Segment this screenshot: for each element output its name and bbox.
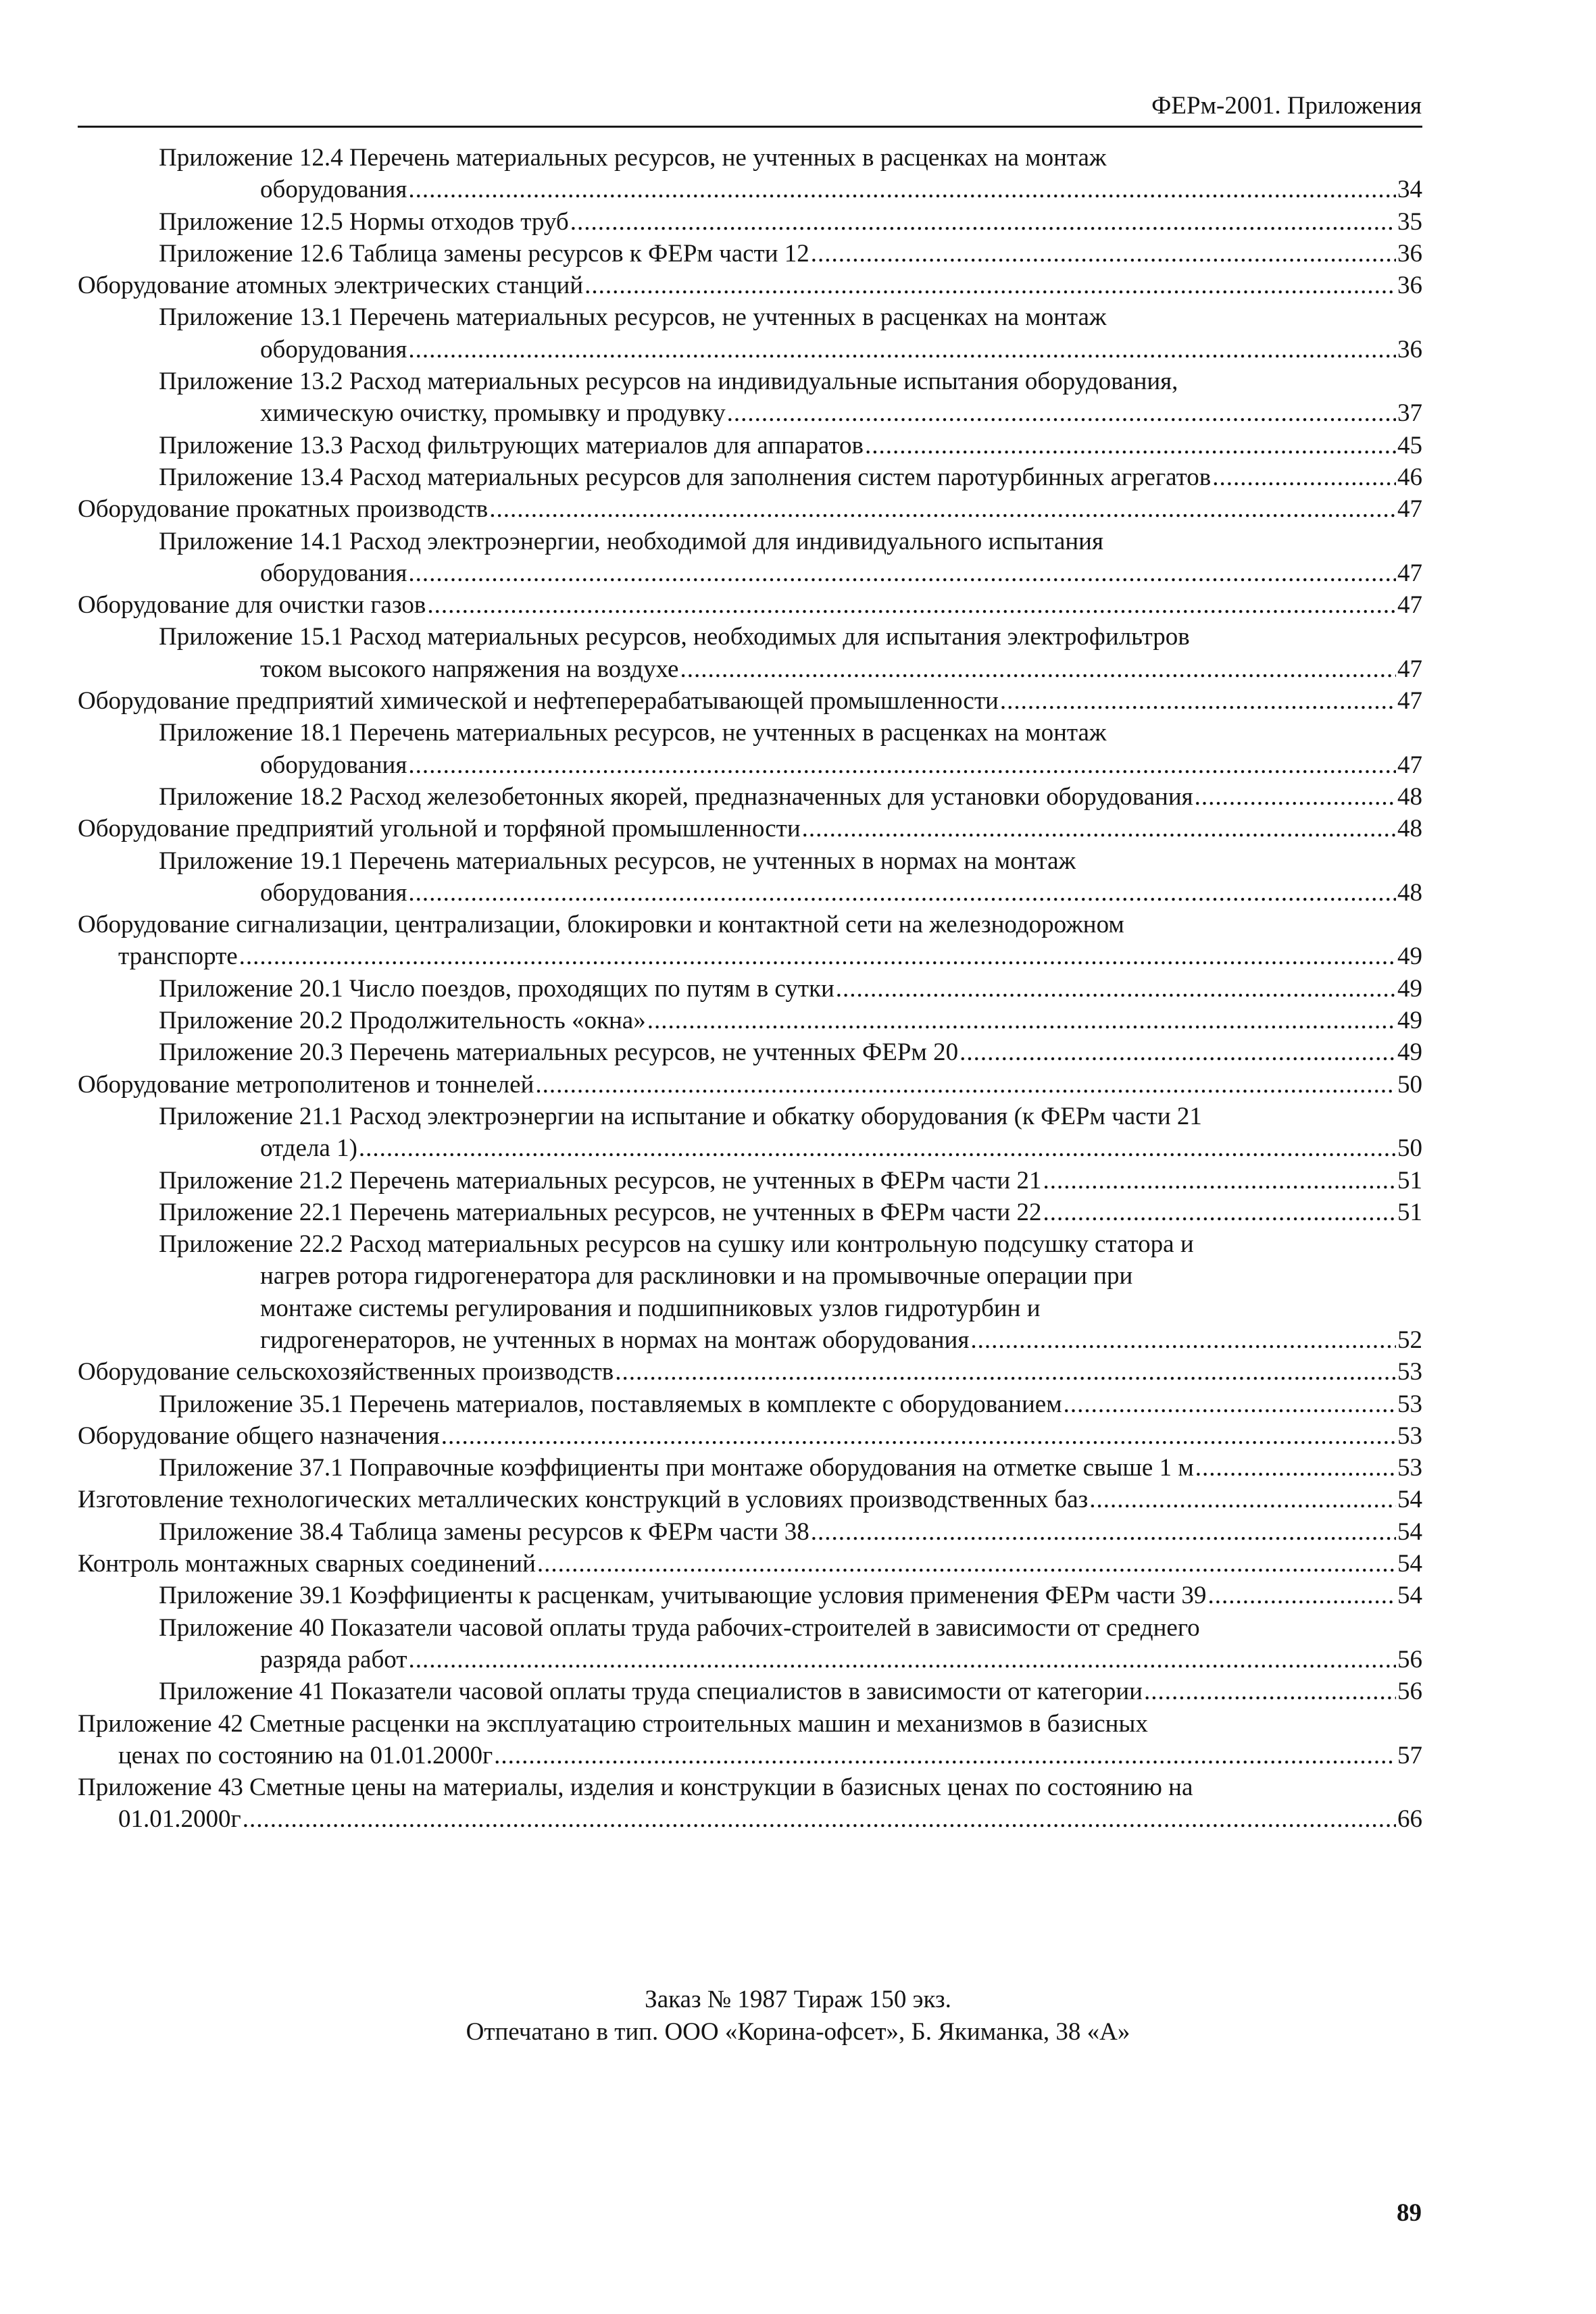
toc-page-number: 36 xyxy=(1397,335,1422,363)
toc-entry-title: Приложение 18.2 Расход железобетонных якорей, предназначенных для установки оборудования xyxy=(159,782,1193,811)
toc-entry-leader-line xyxy=(159,1324,1422,1356)
toc-page-number: 56 xyxy=(1397,1678,1422,1706)
toc-page-number: 49 xyxy=(1397,974,1422,1003)
dot-leader xyxy=(489,493,1396,525)
toc-entry-title: Приложение 39.1 Коэффициенты к расценкам, учитывающие условия применения ФЕРм части 39 xyxy=(159,1582,1207,1610)
toc-entry-leader-line xyxy=(78,589,1422,621)
toc-entry-title: Приложение 41 Показатели часовой оплаты труда специалистов в зависимости от категории xyxy=(159,1678,1143,1706)
toc-entry-title: Приложение 13.3 Расход фильтрующих материалов для аппаратов xyxy=(159,431,864,459)
toc-entry-title: Приложение 21.1 Расход электроэнергии на испытание и обкатку оборудования (к ФЕРм части 21 xyxy=(159,1102,1202,1130)
header-rule xyxy=(78,126,1422,128)
dot-leader xyxy=(836,973,1396,1005)
toc-entry-leader-line xyxy=(78,813,1422,845)
toc-entry-leader-line xyxy=(159,1580,1422,1611)
toc-entry xyxy=(159,621,1422,685)
toc-entry-tail: гидрогенераторов, не учтенных в нормах на монтаж оборудования xyxy=(260,1326,970,1354)
toc-entry-title: Приложение 13.4 Расход материальных ресурсов для заполнения систем паротурбинных агрегатов xyxy=(159,463,1212,491)
toc-entry-title: Приложение 21.2 Перечень материальных ресурсов, не учтенных в ФЕРм части 21 xyxy=(159,1166,1042,1194)
toc-entry-tail: 01.01.2000г xyxy=(118,1805,241,1834)
toc-entry-continuation: нагрев ротора гидрогенератора для расклиновки и на промывочные операции при xyxy=(260,1262,1133,1290)
toc-page-number: 52 xyxy=(1397,1326,1422,1354)
imprint xyxy=(0,1984,1596,2048)
toc-entry-leader-line xyxy=(159,1005,1422,1036)
dot-leader xyxy=(1212,461,1396,493)
toc-entry-tail: оборудования xyxy=(260,751,407,779)
toc-entry-title: Приложение 18.1 Перечень материальных ресурсов, не учтенных в расценках на монтаж xyxy=(159,719,1107,747)
toc-entry-leader-line xyxy=(78,1803,1422,1835)
toc-entry-leader-line xyxy=(159,430,1422,461)
toc-entry-leader-line xyxy=(159,1644,1422,1676)
toc-page-number: 54 xyxy=(1397,1486,1422,1514)
toc-page-number: 51 xyxy=(1397,1166,1422,1194)
dot-leader xyxy=(408,1644,1396,1676)
dot-leader xyxy=(1064,1388,1396,1420)
toc-entry-title: Оборудование для очистки газов xyxy=(78,591,426,620)
toc-page-number: 53 xyxy=(1397,1390,1422,1418)
toc-entry-title: Приложение 35.1 Перечень материалов, поставляемых в комплекте с оборудованием xyxy=(159,1390,1062,1418)
toc-entry-leader-line xyxy=(159,1388,1422,1420)
toc-entry-leader-line xyxy=(159,174,1422,205)
toc-entry-leader-line xyxy=(159,397,1422,429)
toc-entry xyxy=(78,1356,1422,1388)
toc-page-number: 47 xyxy=(1397,591,1422,620)
toc-page-number: 54 xyxy=(1397,1517,1422,1546)
toc-entry-continuation: монтаже системы регулирования и подшипниковых узлов гидротурбин и xyxy=(260,1294,1041,1322)
toc-page-number: 46 xyxy=(1397,463,1422,491)
toc-entry-leader-line xyxy=(159,557,1422,589)
toc-page-number: 49 xyxy=(1397,942,1422,971)
toc-entry-title: Приложение 38.4 Таблица замены ресурсов к ФЕРм части 38 xyxy=(159,1517,809,1546)
toc-entry xyxy=(159,301,1422,366)
dot-leader xyxy=(584,270,1396,301)
toc-entry-leader-line xyxy=(78,1356,1422,1388)
toc-entry-title: Оборудование сельскохозяйственных производств xyxy=(78,1358,614,1386)
toc-page-number: 53 xyxy=(1397,1358,1422,1386)
toc-entry xyxy=(159,845,1422,909)
toc-entry xyxy=(159,717,1422,781)
toc-entry-leader-line xyxy=(159,1036,1422,1068)
toc-entry-tail: оборудования xyxy=(260,335,407,363)
toc-entry-tail: химическую очистку, промывку и продувку xyxy=(260,399,726,428)
imprint-printer-line: Отпечатано в тип. ООО «Корина-офсет», Б. Якиманка, 38 «А» xyxy=(466,2018,1130,2046)
toc-page-number: 37 xyxy=(1397,399,1422,428)
running-header: ФЕРм-2001. Приложения xyxy=(1151,92,1422,120)
toc-entry xyxy=(159,1165,1422,1197)
toc-entry xyxy=(78,1069,1422,1101)
toc-page-number: 53 xyxy=(1397,1422,1422,1450)
dot-leader xyxy=(1043,1197,1396,1228)
toc-entry xyxy=(78,813,1422,845)
toc-entry-tail: транспорте xyxy=(118,942,238,971)
toc-entry-leader-line xyxy=(159,1132,1422,1164)
toc-entry xyxy=(159,1676,1422,1707)
toc-entry-leader-line xyxy=(78,1484,1422,1515)
toc-entry-leader-line xyxy=(159,1676,1422,1707)
toc-entry xyxy=(78,1771,1422,1836)
toc-entry-leader-line xyxy=(159,461,1422,493)
toc-entry-title: Приложение 14.1 Расход электроэнергии, необходимой для индивидуального испытания xyxy=(159,527,1103,555)
toc-entry-title: Приложение 37.1 Поправочные коэффициенты при монтаже оборудования на отметке свыше 1 м xyxy=(159,1454,1194,1482)
toc-entry xyxy=(159,1228,1422,1356)
toc-entry xyxy=(159,1612,1422,1676)
dot-leader xyxy=(239,940,1396,972)
dot-leader xyxy=(1195,781,1396,813)
toc-page-number: 48 xyxy=(1397,815,1422,843)
toc-page-number: 47 xyxy=(1397,687,1422,715)
toc-entry-title: Приложение 12.4 Перечень материальных ресурсов, не учтенных в расценках на монтаж xyxy=(159,144,1107,172)
imprint-order-line: Заказ № 1987 Тираж 150 экз. xyxy=(645,1986,951,2013)
toc-entry xyxy=(78,1484,1422,1515)
dot-leader xyxy=(865,430,1396,461)
toc-entry xyxy=(78,589,1422,621)
toc-page-number: 36 xyxy=(1397,272,1422,300)
toc-page-number: 54 xyxy=(1397,1550,1422,1578)
toc-entry-leader-line xyxy=(78,685,1422,717)
toc-entry-leader-line xyxy=(78,270,1422,301)
toc-entry xyxy=(78,1420,1422,1452)
toc-entry-title: Приложение 22.2 Расход материальных ресурсов на сушку или контрольную подсушку статора и xyxy=(159,1230,1194,1259)
toc-entry xyxy=(78,1548,1422,1580)
toc-entry-title: Приложение 20.2 Продолжительность «окна» xyxy=(159,1007,646,1035)
toc-page-number: 36 xyxy=(1397,239,1422,268)
toc-page-number: 57 xyxy=(1397,1741,1422,1769)
toc-entry xyxy=(78,685,1422,717)
dot-leader xyxy=(535,1069,1396,1101)
toc-entry-leader-line xyxy=(78,1069,1422,1101)
toc-page-number: 56 xyxy=(1397,1645,1422,1674)
dot-leader xyxy=(537,1548,1396,1580)
toc-entry-title: Приложение 42 Сметные расценки на эксплуатацию строительных машин и механизмов в базисных xyxy=(78,1709,1148,1738)
toc-page-number: 49 xyxy=(1397,1038,1422,1067)
dot-leader xyxy=(408,749,1396,781)
toc-entry xyxy=(159,1388,1422,1420)
dot-leader xyxy=(811,238,1396,270)
page-number: 89 xyxy=(1397,2199,1422,2227)
toc-entry-leader-line xyxy=(159,1516,1422,1548)
dot-leader xyxy=(408,557,1396,589)
toc-entry-title: Приложение 40 Показатели часовой оплаты труда рабочих-строителей в зависимости от среднего xyxy=(159,1613,1200,1642)
toc-page-number: 53 xyxy=(1397,1454,1422,1482)
toc-page-number: 47 xyxy=(1397,495,1422,524)
toc-entry xyxy=(159,1005,1422,1036)
toc-entry-tail: ценах по состоянию на 01.01.2000г xyxy=(118,1741,493,1769)
dot-leader xyxy=(441,1420,1396,1452)
toc-entry-leader-line xyxy=(78,1740,1422,1771)
toc-entry-tail: отдела 1) xyxy=(260,1134,357,1163)
toc-entry-leader-line xyxy=(159,206,1422,238)
toc-page-number: 47 xyxy=(1397,751,1422,779)
toc-entry-title: Оборудование прокатных производств xyxy=(78,495,489,524)
dot-leader xyxy=(1144,1676,1396,1707)
dot-leader xyxy=(647,1005,1396,1036)
toc-entry xyxy=(159,461,1422,493)
toc-entry-leader-line xyxy=(78,1420,1422,1452)
toc-entry-title: Изготовление технологических металлических конструкций в условиях производственных баз xyxy=(78,1486,1089,1514)
toc-entry-leader-line xyxy=(78,1548,1422,1580)
toc-entry xyxy=(159,1580,1422,1611)
toc-page-number: 51 xyxy=(1397,1198,1422,1226)
toc-entry-tail: оборудования xyxy=(260,559,407,587)
toc-page-number: 34 xyxy=(1397,176,1422,204)
toc-entry xyxy=(159,430,1422,461)
toc-entry-title: Приложение 19.1 Перечень материальных ресурсов, не учтенных в нормах на монтаж xyxy=(159,847,1076,875)
toc-page-number: 50 xyxy=(1397,1134,1422,1163)
toc-entry xyxy=(159,1452,1422,1484)
toc-entry xyxy=(159,366,1422,430)
toc-entry xyxy=(159,238,1422,270)
toc-entry-title: Приложение 13.1 Перечень материальных ресурсов, не учтенных в расценках на монтаж xyxy=(159,303,1107,332)
dot-leader xyxy=(680,653,1396,685)
table-of-contents xyxy=(78,142,1422,1836)
dot-leader xyxy=(1195,1452,1396,1484)
toc-entry-leader-line xyxy=(159,653,1422,685)
toc-page-number: 54 xyxy=(1397,1582,1422,1610)
toc-entry-leader-line xyxy=(159,334,1422,366)
toc-entry-title: Приложение 13.2 Расход материальных ресурсов на индивидуальные испытания оборудования, xyxy=(159,368,1178,396)
toc-entry xyxy=(159,526,1422,590)
toc-page-number: 49 xyxy=(1397,1007,1422,1035)
toc-entry-title: Приложение 43 Сметные цены на материалы, изделия и конструкции в базисных ценах по состоянию на xyxy=(78,1774,1193,1802)
toc-entry-leader-line xyxy=(159,973,1422,1005)
dot-leader xyxy=(408,877,1396,909)
toc-entry-title: Приложение 22.1 Перечень материальных ресурсов, не учтенных в ФЕРм части 22 xyxy=(159,1198,1042,1226)
toc-entry-leader-line xyxy=(159,781,1422,813)
toc-entry xyxy=(78,909,1422,973)
toc-entry-title: Оборудование общего назначения xyxy=(78,1422,440,1450)
toc-entry-leader-line xyxy=(159,1452,1422,1484)
toc-page-number: 48 xyxy=(1397,878,1422,907)
dot-leader xyxy=(408,334,1396,366)
toc-entry-title: Оборудование сигнализации, централизации, блокировки и контактной сети на железнодорожном xyxy=(78,911,1124,939)
toc-entry-title: Контроль монтажных сварных соединений xyxy=(78,1550,536,1578)
toc-entry-leader-line xyxy=(159,238,1422,270)
toc-page-number: 47 xyxy=(1397,655,1422,683)
dot-leader xyxy=(615,1356,1396,1388)
toc-entry-leader-line xyxy=(159,749,1422,781)
toc-page-number: 50 xyxy=(1397,1070,1422,1099)
toc-entry-tail: током высокого напряжения на воздухе xyxy=(260,655,679,683)
toc-entry xyxy=(78,270,1422,301)
toc-entry-title: Оборудование предприятий угольной и торфяной промышленности xyxy=(78,815,801,843)
toc-entry-leader-line xyxy=(159,1197,1422,1228)
dot-leader xyxy=(727,397,1396,429)
dot-leader xyxy=(1207,1580,1396,1611)
dot-leader xyxy=(802,813,1396,845)
dot-leader xyxy=(1000,685,1396,717)
toc-entry-title: Приложение 12.6 Таблица замены ресурсов к ФЕРм части 12 xyxy=(159,239,809,268)
toc-page-number: 35 xyxy=(1397,207,1422,236)
toc-entry-leader-line xyxy=(78,940,1422,972)
toc-entry xyxy=(159,1101,1422,1165)
toc-entry xyxy=(159,1516,1422,1548)
toc-entry xyxy=(159,206,1422,238)
toc-entry-title: Оборудование атомных электрических станций xyxy=(78,272,584,300)
dot-leader xyxy=(359,1132,1396,1164)
dot-leader xyxy=(1043,1165,1396,1197)
toc-entry-title: Оборудование метрополитенов и тоннелей xyxy=(78,1070,534,1099)
dot-leader xyxy=(427,589,1396,621)
dot-leader xyxy=(408,174,1396,205)
toc-entry-leader-line xyxy=(78,493,1422,525)
toc-entry-tail: оборудования xyxy=(260,878,407,907)
toc-entry xyxy=(159,1197,1422,1228)
toc-entry xyxy=(78,1708,1422,1772)
dot-leader xyxy=(494,1740,1396,1771)
dot-leader xyxy=(811,1516,1396,1548)
toc-entry-leader-line xyxy=(159,877,1422,909)
toc-entry xyxy=(78,493,1422,525)
toc-page-number: 45 xyxy=(1397,431,1422,459)
toc-entry xyxy=(159,781,1422,813)
toc-page-number: 66 xyxy=(1397,1805,1422,1834)
dot-leader xyxy=(570,206,1396,238)
toc-entry-title: Оборудование предприятий химической и нефтеперерабатывающей промышленности xyxy=(78,687,999,715)
toc-entry-tail: оборудования xyxy=(260,176,407,204)
dot-leader xyxy=(959,1036,1396,1068)
toc-entry xyxy=(159,973,1422,1005)
toc-entry xyxy=(159,1036,1422,1068)
toc-page-number: 47 xyxy=(1397,559,1422,587)
toc-entry-leader-line xyxy=(159,1165,1422,1197)
toc-entry-tail: разряда работ xyxy=(260,1645,407,1674)
toc-page-number: 48 xyxy=(1397,782,1422,811)
toc-entry-title: Приложение 12.5 Нормы отходов труб xyxy=(159,207,569,236)
toc-entry-title: Приложение 20.1 Число поездов, проходящих по путям в сутки xyxy=(159,974,834,1003)
dot-leader xyxy=(1089,1484,1396,1515)
dot-leader xyxy=(243,1803,1396,1835)
dot-leader xyxy=(970,1324,1396,1356)
toc-entry-title: Приложение 20.3 Перечень материальных ресурсов, не учтенных ФЕРм 20 xyxy=(159,1038,959,1067)
toc-entry-title: Приложение 15.1 Расход материальных ресурсов, необходимых для испытания электрофильтров xyxy=(159,623,1190,651)
toc-entry xyxy=(159,142,1422,206)
